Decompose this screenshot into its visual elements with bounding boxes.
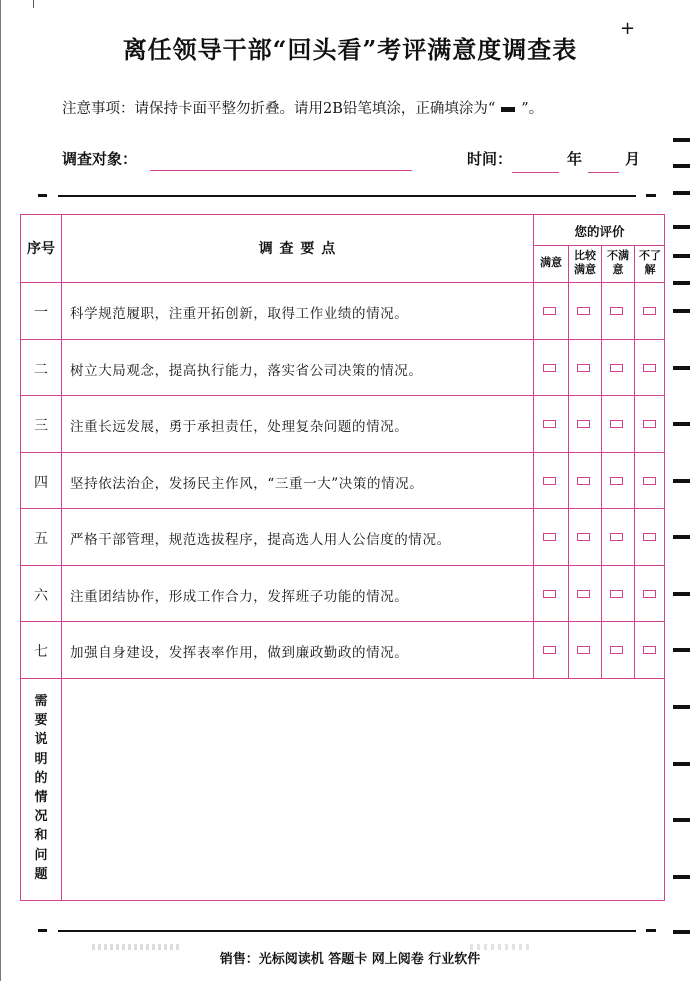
table-divider (21, 282, 665, 283)
separator-dash (38, 929, 47, 932)
timing-mark (673, 254, 690, 258)
header-rating: 您的评价 (574, 224, 625, 239)
top-separator (58, 195, 636, 197)
checkbox-dissatisfied[interactable] (610, 420, 623, 428)
checkbox-satisfied[interactable] (543, 646, 556, 654)
checkbox-fairly-satisfied[interactable] (577, 364, 590, 372)
checkbox-dissatisfied[interactable] (610, 364, 623, 372)
corner-mark (33, 0, 34, 8)
separator-dash (646, 929, 656, 932)
timing-mark (673, 281, 690, 285)
checkbox-dissatisfied[interactable] (610, 590, 623, 598)
table-divider (21, 339, 665, 340)
year-field[interactable] (512, 172, 559, 173)
timing-mark (673, 138, 690, 142)
checkbox-satisfied[interactable] (543, 364, 556, 372)
checkbox-fairly-satisfied[interactable] (577, 307, 590, 315)
footer-text: 销售：光标阅读机 答题卡 网上阅卷 行业软件 (219, 952, 481, 967)
page-title: 离任领导干部“回头看”考评满意度调查表 (122, 35, 578, 64)
row-seq: 四 (34, 475, 48, 491)
row-seq: 七 (34, 644, 48, 660)
table-divider (21, 565, 665, 566)
row-text: 注重团结协作，形成工作合力，发挥班子功能的情况。 (70, 589, 409, 605)
checkbox-unknown[interactable] (643, 590, 656, 598)
row-text: 树立大局观念，提高执行能力，落实省公司决策的情况。 (70, 363, 423, 379)
timing-mark (673, 225, 690, 229)
remarks-label: 需 要 说 明 的 情 况 和 问 题 (34, 694, 48, 882)
option-unknown: 不了 解 (639, 249, 661, 276)
timing-mark (673, 164, 690, 168)
timing-mark (673, 191, 690, 195)
checkbox-satisfied[interactable] (543, 420, 556, 428)
checkbox-unknown[interactable] (643, 364, 656, 372)
checkbox-dissatisfied[interactable] (610, 477, 623, 485)
checkbox-unknown[interactable] (643, 307, 656, 315)
table-divider (568, 246, 569, 678)
month-label: 月 (625, 150, 641, 168)
row-text: 坚持依法治企，发扬民主作风，“三重一大”决策的情况。 (70, 476, 424, 492)
row-seq: 六 (34, 588, 48, 604)
table-divider (533, 215, 534, 678)
subject-field[interactable] (150, 170, 412, 171)
table-divider (21, 621, 665, 622)
separator-dash (38, 194, 47, 197)
timing-mark (673, 705, 690, 709)
checkbox-dissatisfied[interactable] (610, 307, 623, 315)
timing-mark (673, 648, 690, 652)
registration-plus-icon: + (620, 18, 636, 39)
timing-mark (673, 422, 690, 426)
notice-suffix: ”。 (521, 101, 544, 117)
timing-mark (673, 535, 690, 539)
row-seq: 一 (34, 305, 48, 321)
remarks-area[interactable] (62, 679, 664, 900)
table-divider (533, 245, 665, 246)
row-text: 加强自身建设，发挥表率作用，做到廉政勤政的情况。 (70, 645, 409, 661)
checkbox-unknown[interactable] (643, 420, 656, 428)
table-divider (601, 246, 602, 678)
checkbox-fairly-satisfied[interactable] (577, 477, 590, 485)
year-label: 年 (567, 150, 583, 168)
header-points: 调 查 要 点 (258, 241, 337, 257)
timing-mark (673, 366, 690, 370)
timing-mark (673, 309, 690, 313)
notice-text (62, 97, 543, 118)
option-dissatisfied: 不满 意 (607, 249, 629, 276)
timing-mark (673, 818, 690, 822)
checkbox-satisfied[interactable] (543, 307, 556, 315)
row-seq: 三 (34, 418, 48, 434)
checkbox-fairly-satisfied[interactable] (577, 590, 590, 598)
option-fairly-satisfied: 比较 满意 (574, 249, 596, 276)
table-divider (21, 452, 665, 453)
checkbox-dissatisfied[interactable] (610, 533, 623, 541)
table-divider (634, 246, 635, 678)
bottom-separator (58, 930, 636, 932)
timing-mark (673, 875, 690, 879)
separator-dash (646, 194, 656, 197)
subject-label: 调查对象： (62, 150, 138, 168)
row-text: 严格干部管理，规范选拔程序，提高选人用人公信度的情况。 (70, 532, 451, 548)
filled-mark-icon (501, 107, 515, 112)
timing-mark (673, 762, 690, 766)
checkbox-satisfied[interactable] (543, 590, 556, 598)
timing-mark (673, 479, 690, 483)
time-label: 时间： (467, 150, 513, 168)
month-field[interactable] (588, 172, 619, 173)
notice-prefix: 注意事项：请保持卡面平整勿折叠。请用2B铅笔填涂，正确填涂为“ (62, 101, 496, 117)
checkbox-unknown[interactable] (643, 477, 656, 485)
checkbox-satisfied[interactable] (543, 477, 556, 485)
checkbox-unknown[interactable] (643, 533, 656, 541)
checkbox-fairly-satisfied[interactable] (577, 420, 590, 428)
table-divider (21, 508, 665, 509)
checkbox-unknown[interactable] (643, 646, 656, 654)
table-divider (21, 395, 665, 396)
checkbox-dissatisfied[interactable] (610, 646, 623, 654)
timing-mark (673, 592, 690, 596)
checkbox-fairly-satisfied[interactable] (577, 646, 590, 654)
option-satisfied: 满意 (540, 256, 562, 269)
row-seq: 二 (34, 362, 48, 378)
checkbox-satisfied[interactable] (543, 533, 556, 541)
checkbox-fairly-satisfied[interactable] (577, 533, 590, 541)
timing-mark (673, 930, 690, 934)
header-seq: 序号 (27, 241, 55, 257)
row-text: 注重长远发展，勇于承担责任，处理复杂问题的情况。 (70, 419, 409, 435)
row-text: 科学规范履职，注重开拓创新，取得工作业绩的情况。 (70, 306, 409, 322)
row-seq: 五 (34, 531, 48, 547)
page-left-edge (0, 0, 1, 981)
